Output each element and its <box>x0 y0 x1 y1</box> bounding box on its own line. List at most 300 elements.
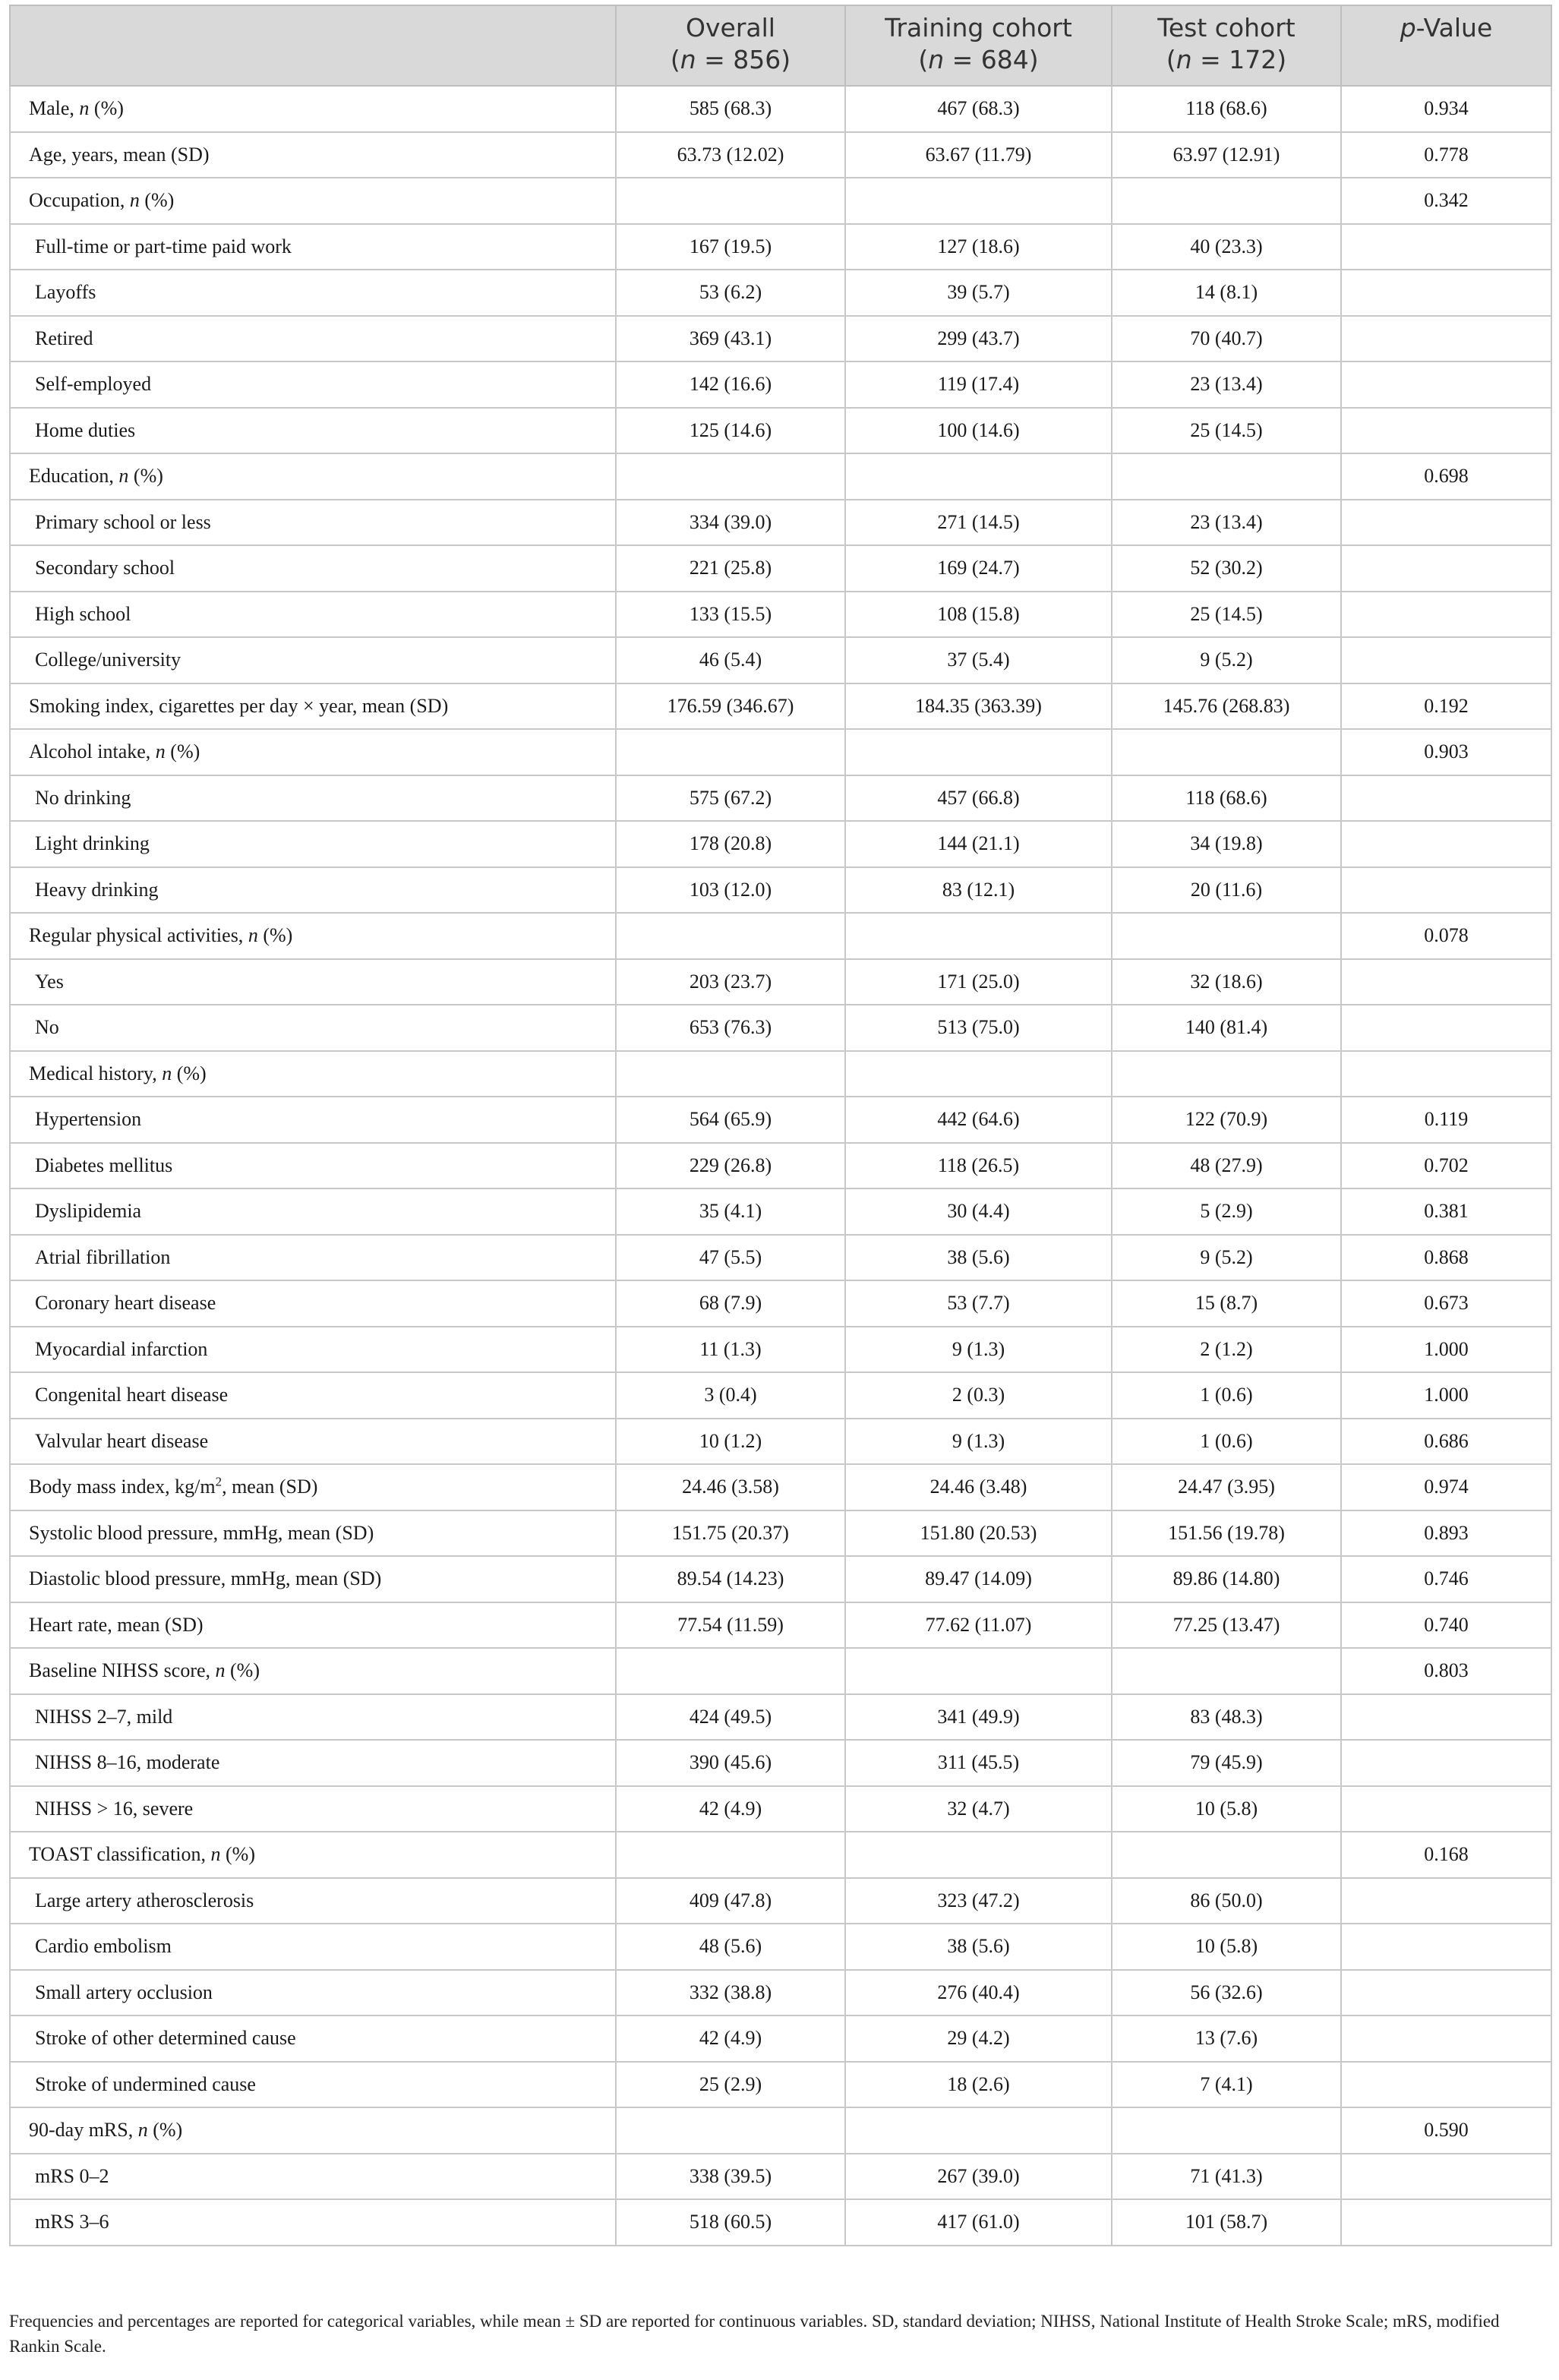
cell-p-value <box>1341 316 1551 362</box>
cell-test: 122 (70.9) <box>1112 1097 1341 1143</box>
cell-training: 169 (24.7) <box>845 545 1112 592</box>
table-row <box>10 2154 1551 2200</box>
cell-overall: 42 (4.9) <box>616 2015 845 2062</box>
cell-overall: 53 (6.2) <box>616 270 845 316</box>
cell-test: 63.97 (12.91) <box>1112 132 1341 178</box>
row-label <box>10 1740 616 1786</box>
row-label <box>10 86 616 132</box>
cell-p-value: 0.119 <box>1341 1097 1551 1143</box>
cell-overall: 47 (5.5) <box>616 1235 845 1281</box>
cell-training: 276 (40.4) <box>845 1970 1112 2016</box>
row-label-text: Self-employed <box>35 373 152 396</box>
row-label-text: Stroke of undermined cause <box>35 2072 256 2095</box>
row-label <box>10 959 616 1005</box>
row-label <box>10 1786 616 1832</box>
cell-training: 53 (7.7) <box>845 1280 1112 1327</box>
cell-overall: 338 (39.5) <box>616 2154 845 2200</box>
cell-training: 118 (26.5) <box>845 1143 1112 1189</box>
cell-overall: 564 (65.9) <box>616 1097 845 1143</box>
row-label-text: Male, <box>29 97 80 120</box>
table-row <box>10 1280 1551 1327</box>
row-label <box>10 2199 616 2246</box>
row-label-text: College/university <box>35 649 181 671</box>
cell-test: 2 (1.2) <box>1112 1327 1341 1373</box>
cell-test: 1 (0.6) <box>1112 1419 1341 1465</box>
row-label-suffix: (%) <box>220 1843 255 1866</box>
cell-training: 83 (12.1) <box>845 867 1112 914</box>
header-overall: Overall (n = 856) <box>616 5 845 86</box>
cell-training <box>845 1832 1112 1878</box>
cell-overall: 3 (0.4) <box>616 1372 845 1419</box>
cell-p-value: 0.746 <box>1341 1556 1551 1602</box>
row-label-text: Diastolic blood pressure, mmHg, mean (SD) <box>29 1567 382 1590</box>
table-row <box>10 1510 1551 1557</box>
row-label-text: NIHSS > 16, severe <box>35 1797 194 1820</box>
cell-p-value <box>1341 959 1551 1005</box>
table-row <box>10 959 1551 1005</box>
row-label-suffix: (%) <box>147 2119 183 2142</box>
row-label-text: Myocardial infarction <box>35 1337 208 1360</box>
cell-training: 39 (5.7) <box>845 270 1112 316</box>
table-row <box>10 1327 1551 1373</box>
cell-p-value: 0.974 <box>1341 1464 1551 1510</box>
row-label <box>10 637 616 683</box>
row-label-text: Occupation, <box>29 189 130 212</box>
row-label <box>10 2154 616 2200</box>
header-row <box>10 5 1551 86</box>
cell-training: 417 (61.0) <box>845 2199 1112 2246</box>
table-row <box>10 637 1551 683</box>
cell-training <box>845 1051 1112 1097</box>
cell-training: 89.47 (14.09) <box>845 1556 1112 1602</box>
row-label-text: TOAST classification, <box>29 1843 211 1866</box>
row-label-text: Diabetes mellitus <box>35 1154 173 1176</box>
row-label <box>10 2062 616 2108</box>
cell-training: 184.35 (363.39) <box>845 683 1112 730</box>
table-header <box>10 5 1551 86</box>
header-p-suffix: -Value <box>1415 13 1493 43</box>
row-label <box>10 1832 616 1878</box>
cell-p-value: 1.000 <box>1341 1327 1551 1373</box>
cell-test: 118 (68.6) <box>1112 86 1341 132</box>
cell-p-value <box>1341 2154 1551 2200</box>
row-label <box>10 775 616 822</box>
table-row <box>10 2199 1551 2246</box>
table-row <box>10 2062 1551 2108</box>
cell-test: 52 (30.2) <box>1112 545 1341 592</box>
row-label-italic: n <box>210 1843 221 1866</box>
cell-test: 25 (14.5) <box>1112 408 1341 454</box>
cell-test: 25 (14.5) <box>1112 592 1341 638</box>
cell-training: 442 (64.6) <box>845 1097 1112 1143</box>
cell-overall: 10 (1.2) <box>616 1419 845 1465</box>
cell-overall: 103 (12.0) <box>616 867 845 914</box>
row-label-text: mRS 0–2 <box>35 2164 109 2187</box>
row-label <box>10 545 616 592</box>
row-label-text: Systolic blood pressure, mmHg, mean (SD) <box>29 1521 374 1544</box>
cell-p-value <box>1341 408 1551 454</box>
header-overall-n: 856 <box>733 45 781 74</box>
row-label-text: Smoking index, cigarettes per day × year, mean (SD) <box>29 694 449 717</box>
header-test-n: 172 <box>1229 45 1277 74</box>
header-overall-title: Overall <box>686 13 775 43</box>
row-label <box>10 1556 616 1602</box>
row-label <box>10 1235 616 1281</box>
cell-overall: 203 (23.7) <box>616 959 845 1005</box>
row-label <box>10 1097 616 1143</box>
cell-test <box>1112 1051 1341 1097</box>
table-row <box>10 1694 1551 1741</box>
cell-test: 23 (13.4) <box>1112 500 1341 546</box>
cell-training <box>845 913 1112 959</box>
cell-p-value: 0.803 <box>1341 1648 1551 1694</box>
row-label-text: Home duties <box>35 418 136 441</box>
cell-test: 89.86 (14.80) <box>1112 1556 1341 1602</box>
cell-test: 34 (19.8) <box>1112 821 1341 867</box>
row-label-italic: n <box>215 1659 226 1682</box>
row-label <box>10 2015 616 2062</box>
cell-overall <box>616 913 845 959</box>
cell-overall: 48 (5.6) <box>616 1924 845 1970</box>
table-row <box>10 224 1551 270</box>
table-row <box>10 1419 1551 1465</box>
row-label <box>10 1648 616 1694</box>
cell-training: 457 (66.8) <box>845 775 1112 822</box>
cell-p-value: 0.168 <box>1341 1832 1551 1878</box>
row-label <box>10 316 616 362</box>
row-label <box>10 867 616 914</box>
cell-p-value: 0.893 <box>1341 1510 1551 1557</box>
cell-test: 77.25 (13.47) <box>1112 1602 1341 1649</box>
cell-p-value <box>1341 637 1551 683</box>
baseline-characteristics-table-container <box>9 5 1551 2246</box>
row-label-text: Light drinking <box>35 832 150 855</box>
cell-training: 9 (1.3) <box>845 1327 1112 1373</box>
table-row <box>10 500 1551 546</box>
header-variable <box>10 5 616 86</box>
cell-test: 24.47 (3.95) <box>1112 1464 1341 1510</box>
cell-training: 18 (2.6) <box>845 2062 1112 2108</box>
cell-test: 9 (5.2) <box>1112 1235 1341 1281</box>
table-row <box>10 1005 1551 1051</box>
table-row <box>10 867 1551 914</box>
cell-overall: 11 (1.3) <box>616 1327 845 1373</box>
row-label <box>10 1970 616 2016</box>
cell-training <box>845 1648 1112 1694</box>
row-label-text: NIHSS 8–16, moderate <box>35 1751 220 1774</box>
cell-p-value: 0.590 <box>1341 2107 1551 2154</box>
cell-p-value <box>1341 1694 1551 1741</box>
cell-training: 467 (68.3) <box>845 86 1112 132</box>
cell-test: 79 (45.9) <box>1112 1740 1341 1786</box>
cell-overall: 125 (14.6) <box>616 408 845 454</box>
row-label <box>10 1327 616 1373</box>
table-row <box>10 316 1551 362</box>
cell-test <box>1112 2107 1341 2154</box>
cell-overall <box>616 1648 845 1694</box>
table-row <box>10 821 1551 867</box>
cell-test: 1 (0.6) <box>1112 1372 1341 1419</box>
cell-training: 311 (45.5) <box>845 1740 1112 1786</box>
row-label-text: No <box>35 1016 59 1039</box>
row-label-text: Valvular heart disease <box>35 1429 209 1452</box>
table-row <box>10 1970 1551 2016</box>
cell-test <box>1112 453 1341 500</box>
row-label <box>10 2107 616 2154</box>
header-p-value <box>1341 5 1551 86</box>
cell-p-value: 0.868 <box>1341 1235 1551 1281</box>
cell-test: 140 (81.4) <box>1112 1005 1341 1051</box>
cell-p-value <box>1341 592 1551 638</box>
row-label <box>10 592 616 638</box>
cell-overall <box>616 729 845 775</box>
table-row <box>10 1051 1551 1097</box>
cell-overall: 35 (4.1) <box>616 1188 845 1235</box>
row-label-text: Alcohol intake, <box>29 740 156 763</box>
cell-test <box>1112 1648 1341 1694</box>
cell-p-value: 0.381 <box>1341 1188 1551 1235</box>
cell-test <box>1112 178 1341 224</box>
row-label-text: Body mass index, kg/m <box>29 1476 216 1498</box>
cell-p-value <box>1341 1005 1551 1051</box>
table-row <box>10 1556 1551 1602</box>
row-label-text: High school <box>35 602 131 625</box>
table-row <box>10 729 1551 775</box>
row-label-text: Age, years, mean (SD) <box>29 143 210 166</box>
cell-overall: 151.75 (20.37) <box>616 1510 845 1557</box>
table-body <box>10 86 1551 2246</box>
cell-overall: 369 (43.1) <box>616 316 845 362</box>
cell-overall: 63.73 (12.02) <box>616 132 845 178</box>
row-label-text: Yes <box>35 970 64 993</box>
cell-overall: 176.59 (346.67) <box>616 683 845 730</box>
row-label <box>10 453 616 500</box>
cell-training: 30 (4.4) <box>845 1188 1112 1235</box>
cell-test: 56 (32.6) <box>1112 1970 1341 2016</box>
cell-test: 23 (13.4) <box>1112 361 1341 408</box>
row-label-text: Education, <box>29 465 119 488</box>
cell-p-value <box>1341 1051 1551 1097</box>
row-label-suffix: (%) <box>139 189 175 212</box>
cell-test: 151.56 (19.78) <box>1112 1510 1341 1557</box>
row-label-suffix: (%) <box>172 1062 207 1084</box>
row-label-text: Secondary school <box>35 557 175 579</box>
row-label-italic: n <box>129 189 140 212</box>
row-label <box>10 1188 616 1235</box>
row-label <box>10 1005 616 1051</box>
cell-p-value: 0.673 <box>1341 1280 1551 1327</box>
cell-overall: 77.54 (11.59) <box>616 1602 845 1649</box>
cell-p-value <box>1341 1740 1551 1786</box>
cell-overall: 334 (39.0) <box>616 500 845 546</box>
cell-training: 271 (14.5) <box>845 500 1112 546</box>
cell-training: 171 (25.0) <box>845 959 1112 1005</box>
row-label <box>10 224 616 270</box>
cell-overall <box>616 453 845 500</box>
header-training-title: Training cohort <box>885 13 1072 43</box>
cell-p-value <box>1341 1970 1551 2016</box>
cell-test: 32 (18.6) <box>1112 959 1341 1005</box>
row-label-text: Cardio embolism <box>35 1935 172 1958</box>
cell-p-value <box>1341 361 1551 408</box>
cell-training: 77.62 (11.07) <box>845 1602 1112 1649</box>
cell-p-value <box>1341 224 1551 270</box>
row-label-italic: n <box>248 924 258 947</box>
cell-p-value: 0.686 <box>1341 1419 1551 1465</box>
row-label-text: Heavy drinking <box>35 878 159 901</box>
cell-test: 70 (40.7) <box>1112 316 1341 362</box>
cell-p-value <box>1341 867 1551 914</box>
row-label-suffix: (%) <box>128 465 163 488</box>
table-row <box>10 453 1551 500</box>
cell-overall: 25 (2.9) <box>616 2062 845 2108</box>
cell-training: 100 (14.6) <box>845 408 1112 454</box>
table-row <box>10 1143 1551 1189</box>
table-row <box>10 592 1551 638</box>
cell-test: 101 (58.7) <box>1112 2199 1341 2246</box>
cell-test: 145.76 (268.83) <box>1112 683 1341 730</box>
cell-training: 24.46 (3.48) <box>845 1464 1112 1510</box>
row-label-text: Large artery atherosclerosis <box>35 1889 254 1911</box>
header-training-n: 684 <box>980 45 1029 74</box>
row-label <box>10 500 616 546</box>
cell-overall <box>616 2107 845 2154</box>
cell-p-value <box>1341 2062 1551 2108</box>
cell-training: 9 (1.3) <box>845 1419 1112 1465</box>
cell-test: 7 (4.1) <box>1112 2062 1341 2108</box>
cell-p-value <box>1341 1878 1551 1924</box>
cell-training <box>845 453 1112 500</box>
row-label-text: Layoffs <box>35 281 96 304</box>
table-row <box>10 178 1551 224</box>
cell-p-value: 0.740 <box>1341 1602 1551 1649</box>
table-row <box>10 1097 1551 1143</box>
cell-p-value: 1.000 <box>1341 1372 1551 1419</box>
row-label <box>10 1419 616 1465</box>
cell-overall: 653 (76.3) <box>616 1005 845 1051</box>
cell-overall: 24.46 (3.58) <box>616 1464 845 1510</box>
cell-p-value <box>1341 821 1551 867</box>
header-test-title: Test cohort <box>1157 13 1295 43</box>
cell-overall: 229 (26.8) <box>616 1143 845 1189</box>
cell-training: 38 (5.6) <box>845 1235 1112 1281</box>
cell-p-value: 0.192 <box>1341 683 1551 730</box>
cell-overall: 89.54 (14.23) <box>616 1556 845 1602</box>
cell-training <box>845 178 1112 224</box>
cell-training <box>845 729 1112 775</box>
row-label-text: 90-day mRS, <box>29 2119 138 2142</box>
row-label <box>10 1280 616 1327</box>
cell-test: 83 (48.3) <box>1112 1694 1341 1741</box>
row-label-text: Small artery occlusion <box>35 1981 213 2003</box>
cell-overall: 142 (16.6) <box>616 361 845 408</box>
table-row <box>10 1464 1551 1510</box>
cell-p-value: 0.934 <box>1341 86 1551 132</box>
row-label-text: Congenital heart disease <box>35 1384 229 1406</box>
baseline-characteristics-table <box>9 5 1552 2246</box>
table-row <box>10 1878 1551 1924</box>
table-row <box>10 132 1551 178</box>
row-label <box>10 1143 616 1189</box>
table-row <box>10 2015 1551 2062</box>
row-label-text: Medical history, <box>29 1062 163 1084</box>
cell-overall: 133 (15.5) <box>616 592 845 638</box>
row-label-text: No drinking <box>35 786 131 809</box>
row-label-text: Dyslipidemia <box>35 1200 142 1223</box>
cell-training: 37 (5.4) <box>845 637 1112 683</box>
cell-training: 119 (17.4) <box>845 361 1112 408</box>
cell-test: 40 (23.3) <box>1112 224 1341 270</box>
cell-overall: 167 (19.5) <box>616 224 845 270</box>
cell-p-value: 0.342 <box>1341 178 1551 224</box>
header-p-letter: p <box>1400 13 1416 43</box>
table-row <box>10 683 1551 730</box>
row-label-italic: n <box>137 2119 148 2142</box>
row-label <box>10 1051 616 1097</box>
row-label-suffix: (%) <box>165 740 200 763</box>
row-label-text: Baseline NIHSS score, <box>29 1659 216 1682</box>
cell-p-value <box>1341 545 1551 592</box>
cell-overall: 409 (47.8) <box>616 1878 845 1924</box>
cell-training: 267 (39.0) <box>845 2154 1112 2200</box>
table-row <box>10 1602 1551 1649</box>
table-row <box>10 408 1551 454</box>
cell-test: 86 (50.0) <box>1112 1878 1341 1924</box>
row-label-italic: n <box>79 97 90 120</box>
row-label <box>10 1602 616 1649</box>
row-label <box>10 821 616 867</box>
row-label <box>10 178 616 224</box>
row-label-suffix: (%) <box>89 97 124 120</box>
cell-p-value <box>1341 1786 1551 1832</box>
row-label <box>10 913 616 959</box>
row-label-text: Retired <box>35 327 93 349</box>
cell-p-value: 0.698 <box>1341 453 1551 500</box>
row-label <box>10 1510 616 1557</box>
row-label <box>10 1924 616 1970</box>
row-label <box>10 1694 616 1741</box>
table-row <box>10 361 1551 408</box>
cell-overall: 68 (7.9) <box>616 1280 845 1327</box>
cell-overall <box>616 1832 845 1878</box>
row-label-suffix: (%) <box>257 924 293 947</box>
cell-overall: 585 (68.3) <box>616 86 845 132</box>
row-label-suffix: (%) <box>225 1659 260 1682</box>
cell-p-value <box>1341 500 1551 546</box>
row-label-text: Stroke of other determined cause <box>35 2027 296 2050</box>
cell-test: 5 (2.9) <box>1112 1188 1341 1235</box>
row-label-text: NIHSS 2–7, mild <box>35 1705 173 1728</box>
table-row <box>10 1235 1551 1281</box>
cell-overall: 178 (20.8) <box>616 821 845 867</box>
row-label-italic: n <box>155 740 166 763</box>
cell-overall: 332 (38.8) <box>616 1970 845 2016</box>
cell-test: 20 (11.6) <box>1112 867 1341 914</box>
row-label <box>10 1464 616 1510</box>
table-row <box>10 1924 1551 1970</box>
cell-overall: 390 (45.6) <box>616 1740 845 1786</box>
cell-test: 13 (7.6) <box>1112 2015 1341 2062</box>
cell-training: 32 (4.7) <box>845 1786 1112 1832</box>
cell-training: 29 (4.2) <box>845 2015 1112 2062</box>
cell-test: 15 (8.7) <box>1112 1280 1341 1327</box>
row-label <box>10 408 616 454</box>
cell-training: 299 (43.7) <box>845 316 1112 362</box>
table-footnote: Frequencies and percentages are reported for categorical variables, while mean ± SD are reported for continuous variables. SD, standard deviation; NIHSS, National Institute of Health Stroke Scale; mRS, modified Rankin Scale. <box>9 2312 1500 2356</box>
cell-p-value <box>1341 775 1551 822</box>
cell-overall: 46 (5.4) <box>616 637 845 683</box>
cell-test: 14 (8.1) <box>1112 270 1341 316</box>
